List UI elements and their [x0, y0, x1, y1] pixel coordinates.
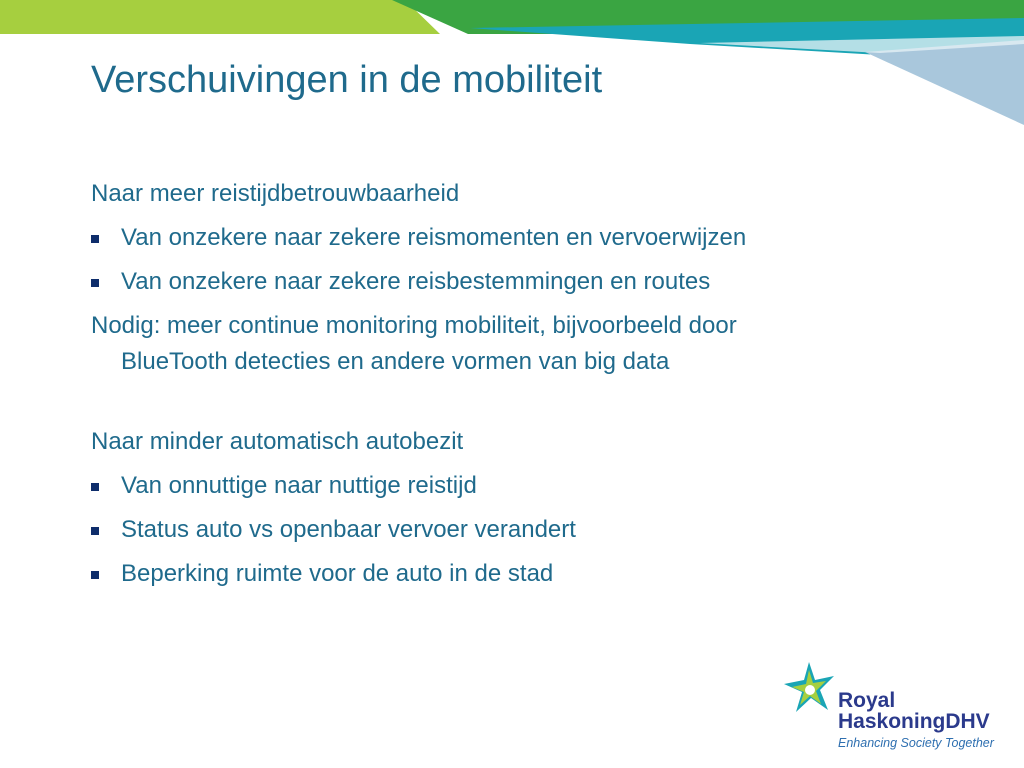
- logo-name-line1: Royal: [838, 689, 896, 712]
- logo-wordmark: [838, 690, 990, 732]
- logo-tagline: Enhancing Society Together: [838, 736, 994, 750]
- square-bullet-icon: [91, 527, 99, 535]
- note-line: BlueTooth detecties en andere vormen van big data: [121, 348, 670, 375]
- bullet-list: [91, 220, 951, 300]
- logo-name-line2: HaskoningDHV: [838, 710, 990, 733]
- bullet-list: [91, 468, 951, 592]
- section-heading: Naar minder automatisch autobezit: [91, 428, 464, 455]
- bullet-item: [91, 556, 951, 592]
- note-paragraph: [91, 308, 951, 380]
- band-light-blue: [865, 40, 1024, 125]
- bullet-text: Van onzekere naar zekere reismomenten en vervoerwijzen: [121, 224, 747, 251]
- bullet-item: [91, 264, 951, 300]
- bullet-text: Status auto vs openbaar vervoer verandert: [121, 516, 576, 543]
- slide-content: [91, 176, 951, 592]
- bullet-text: Van onnuttige naar nuttige reistijd: [121, 472, 477, 499]
- bullet-item: [91, 468, 951, 504]
- slide-title: Verschuivingen in de mobiliteit: [91, 59, 603, 101]
- star-figure-icon: [782, 660, 840, 722]
- section-spacer: [91, 380, 951, 424]
- square-bullet-icon: [91, 483, 99, 491]
- square-bullet-icon: [91, 235, 99, 243]
- bullet-item: [91, 512, 951, 548]
- section-heading: Naar meer reistijdbetrouwbaarheid: [91, 180, 460, 207]
- bullet-text: Beperking ruimte voor de auto in de stad: [121, 560, 554, 587]
- band-green: [0, 0, 440, 34]
- company-logo: [782, 660, 1002, 760]
- bullet-text: Van onzekere naar zekere reisbestemmingen en routes: [121, 268, 711, 295]
- square-bullet-icon: [91, 279, 99, 287]
- bullet-item: [91, 220, 951, 256]
- square-bullet-icon: [91, 571, 99, 579]
- note-line: Nodig: meer continue monitoring mobiliteit, bijvoorbeeld door: [91, 312, 737, 339]
